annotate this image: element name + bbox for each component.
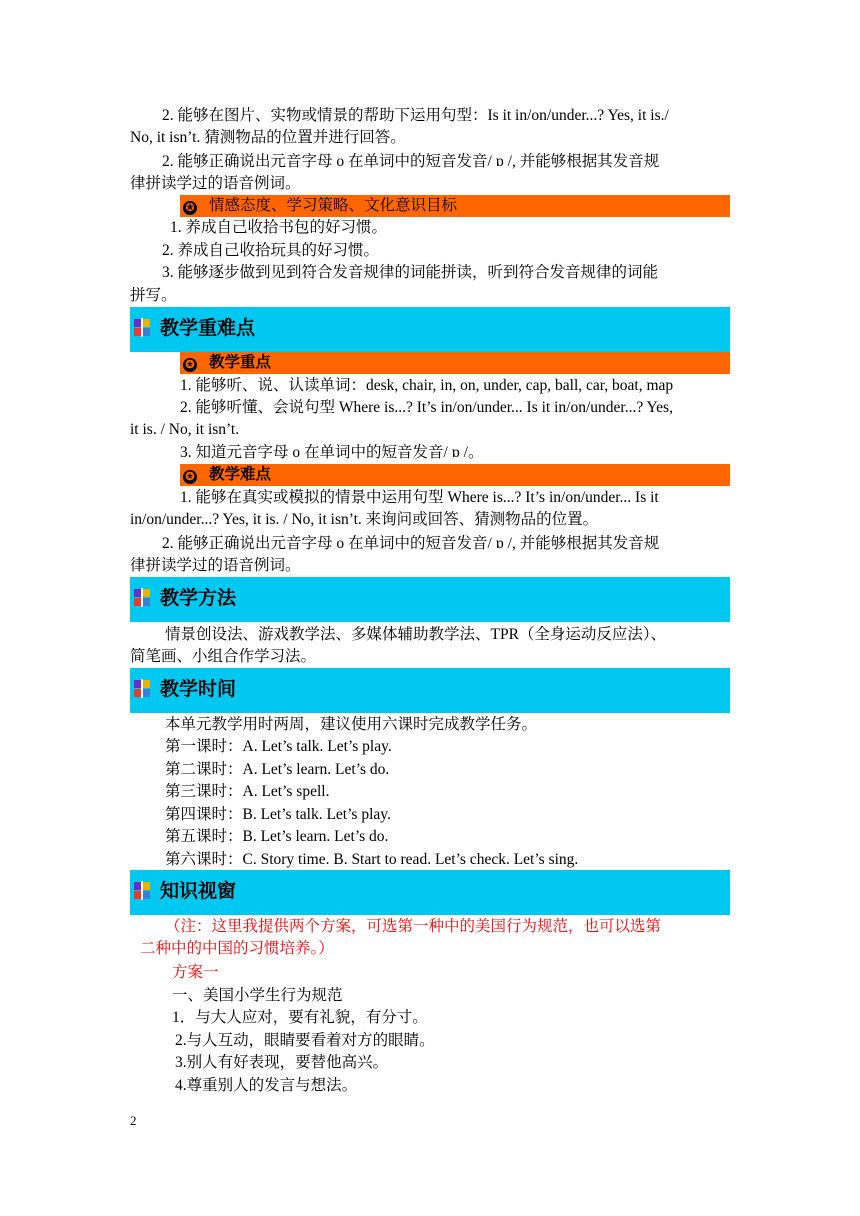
subsection-bar-affective-goals — [180, 195, 730, 217]
text-line: 1. 能够在真实或模拟的情景中运用句型 Where is...? It’s in/on/under... Is it — [180, 489, 659, 506]
book-stack-icon — [133, 679, 152, 698]
text-line: 一、美国小学生行为规范 — [172, 987, 343, 1004]
text-line: in/on/under...? Yes, it is. / No, it isn’t. 来询问或回答、猜测物品的位置。 — [130, 511, 599, 528]
section-bar-key-points — [130, 307, 730, 352]
text-line: 2. 能够正确说出元音字母 o 在单词中的短音发音/ ɒ /, 并能够根据其发音规 — [162, 153, 660, 170]
lesson-line: 第六课时：C. Story time. B. Start to read. Let’s check. Let’s sing. — [165, 851, 579, 868]
list-item: 4.尊重别人的发言与想法。 — [175, 1077, 358, 1094]
text-line: 2. 能够听懂、会说句型 Where is...? It’s in/on/under... Is it in/on/under...? Yes, — [180, 399, 673, 416]
section-title: 知识视窗 — [160, 880, 237, 902]
lesson-line: 第二课时：A. Let’s learn. Let’s do. — [165, 761, 390, 778]
text-line: 2. 能够在图片、实物或情景的帮助下运用句型：Is it in/on/under...? Yes, it is./ — [162, 107, 669, 124]
section-bar-schedule — [130, 668, 730, 713]
text-line: 1. 能够听、说、认读单词：desk, chair, in, on, under, cap, ball, car, boat, map — [180, 377, 674, 394]
lesson-line: 第四课时：B. Let’s talk. Let’s play. — [165, 806, 391, 823]
subsection-bar-difficulties — [180, 464, 730, 486]
star-bullet-icon: ✪ — [183, 201, 197, 215]
section-title: 教学时间 — [160, 678, 237, 700]
section-bar-knowledge-window — [130, 870, 730, 915]
section-title: 教学方法 — [160, 587, 237, 609]
lesson-line: 第五课时：B. Let’s learn. Let’s do. — [165, 828, 389, 845]
text-line: 2. 养成自己收拾玩具的好习惯。 — [162, 242, 380, 259]
text-line: 1. 养成自己收拾书包的好习惯。 — [170, 219, 388, 236]
text-line: 拼写。 — [130, 287, 177, 304]
list-item: 1．与大人应对，要有礼貌，有分寸。 — [172, 1009, 428, 1026]
text-line: 简笔画、小组合作学习法。 — [130, 648, 317, 665]
book-stack-icon — [133, 588, 152, 607]
star-bullet-icon: ✪ — [183, 358, 197, 372]
text-line: 律拼读学过的语音例词。 — [130, 557, 301, 574]
note-line: 二种中的中国的习惯培养。） — [140, 940, 334, 957]
text-line: it is. / No, it isn’t. — [130, 421, 240, 438]
subsection-title: 情感态度、学习策略、文化意识目标 — [209, 197, 458, 214]
book-stack-icon — [133, 881, 152, 900]
plan-label: 方案一 — [172, 964, 219, 981]
star-bullet-icon: ✪ — [183, 470, 197, 484]
lesson-line: 第一课时：A. Let’s talk. Let’s play. — [165, 738, 392, 755]
text-line: 3. 知道元音字母 o 在单词中的短音发音/ ɒ /。 — [180, 444, 484, 461]
section-bar-methods — [130, 577, 730, 622]
subsection-title: 教学重点 — [209, 354, 272, 371]
text-line: 3. 能够逐步做到见到符合发音规律的词能拼读，听到符合发音规律的词能 — [162, 264, 659, 281]
text-line: 本单元教学用时两周，建议使用六课时完成教学任务。 — [165, 716, 538, 733]
subsection-title: 教学难点 — [209, 466, 272, 483]
text-line: 律拼读学过的语音例词。 — [130, 175, 301, 192]
page-number: 2 — [130, 1113, 137, 1128]
text-line: 2. 能够正确说出元音字母 o 在单词中的短音发音/ ɒ /, 并能够根据其发音规 — [162, 535, 660, 552]
list-item: 2.与人互动，眼睛要看着对方的眼睛。 — [175, 1032, 435, 1049]
list-item: 3.别人有好表现，要替他高兴。 — [175, 1054, 389, 1071]
subsection-bar-key-points — [180, 352, 730, 374]
book-stack-icon — [133, 318, 152, 337]
lesson-line: 第三课时：A. Let’s spell. — [165, 783, 330, 800]
note-line: （注：这里我提供两个方案，可选第一种中的美国行为规范，也可以选第 — [165, 918, 662, 935]
text-line: No, it isn’t. 猜测物品的位置并进行回答。 — [130, 129, 406, 146]
text-line: 情景创设法、游戏教学法、多媒体辅助教学法、TPR（全身运动反应法）、 — [165, 626, 667, 643]
section-title: 教学重难点 — [160, 317, 256, 339]
